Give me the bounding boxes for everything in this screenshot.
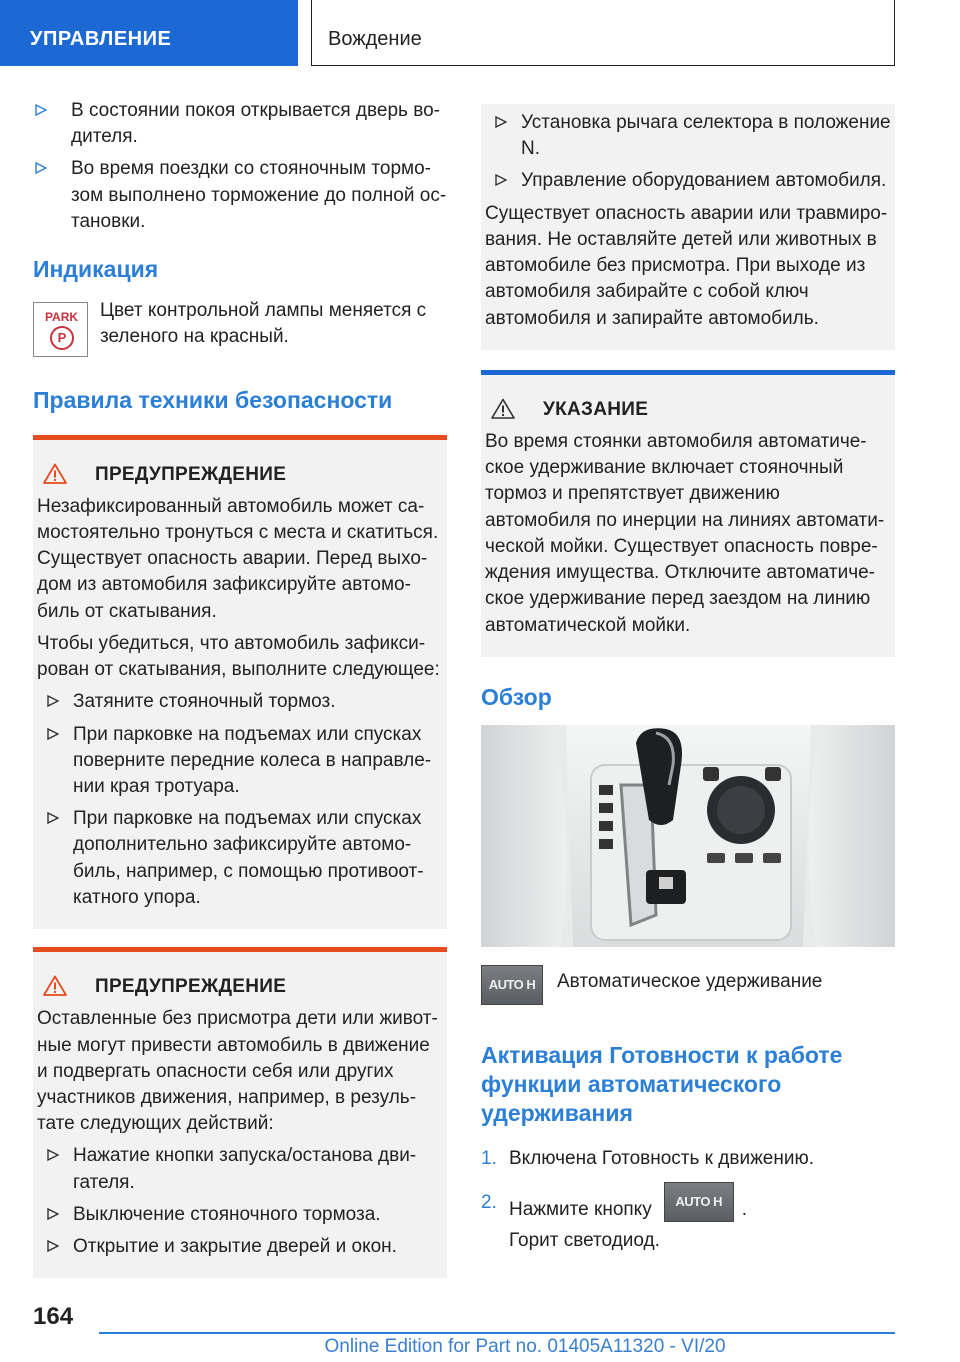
step-subtext: Горит светодиод. [509,1229,660,1251]
list-item-text: В состоянии покоя открывается дверь во-дителя. [71,100,440,148]
left-column [33,98,447,1296]
list-item [33,156,447,235]
list-item [33,98,447,150]
warning-box [33,947,447,1278]
section-title: УПРАВЛЕНИЕ [0,0,298,66]
page-header [0,0,960,66]
chapter-title: Вождение [311,0,895,66]
warning-title-text: ПРЕДУПРЕЖДЕНИЕ [95,976,287,998]
right-column [481,104,895,1264]
warning-paragraph: Существует опасность аварии или травмиро-вания. Не оставляйте детей или животных в автомобиле без присмотра. При выходе из автомобиля забирайте с собой ключ автомобиля и запирайте автомобиль. [485,202,888,329]
list-item [481,168,895,194]
list-item-text: При парковке на подъемах или спусках дополнительно зафиксируйте автомо-биль, например, с помощью противоот-катного упора. [73,808,424,908]
warning-continuation-box [481,104,895,350]
autoh-caption: Автоматическое удерживание [557,971,823,993]
center-console-photo [481,725,895,947]
triangle-bullet-icon [495,116,507,128]
park-symbol: P [50,326,74,350]
triangle-bullet-icon [47,812,59,824]
indication-text: Цвет контрольной лампы меняется с зеленого на красный. [100,299,427,348]
warning-paragraph: Чтобы убедиться, что автомобиль зафикси-рован от скатывания, выполните следующее: [37,632,440,681]
list-item-text: При парковке на подъемах или спусках поверните передние колеса в направле-нии края тротуара. [73,723,432,797]
section-heading-safety: Правила техники безопасности [33,386,393,413]
park-brake-icon [33,302,88,357]
center-console-illustration [481,725,895,947]
step-number: 1. [481,1147,497,1169]
list-item-text: Затяните стояночный тормоз. [73,691,336,713]
triangle-bullet-icon [35,104,47,116]
list-item [33,1202,447,1228]
step-item [481,1190,895,1254]
list-item [33,1143,447,1195]
park-label: PARK [44,309,79,324]
triangle-bullet-icon [495,174,507,186]
autoh-legend [481,965,895,1021]
list-item [33,689,447,715]
footer-edition: Online Edition for Part no. 01405A11320 - VI/20 [324,1336,726,1357]
notice-triangle-icon [491,398,515,419]
notice-title [481,397,895,423]
list-item [481,110,895,162]
warning-box [33,435,447,930]
warning-title [33,462,447,488]
list-item-text: Нажатие кнопки запуска/останова дви-гателя. [73,1145,417,1193]
notice-box [481,370,895,657]
triangle-bullet-icon [47,1208,59,1220]
step-text-end: . [741,1198,747,1220]
list-item [33,806,447,911]
triangle-bullet-icon [47,728,59,740]
step-text: Включена Готовность к движению. [509,1147,814,1169]
indication-row [33,298,447,368]
warning-paragraph: Оставленные без присмотра дети или живот-ные могут привести автомобиль в движение и подвергать опасности себя или других участников движения, например, в резуль-тате следующих действий: [37,1008,438,1135]
triangle-bullet-icon [47,695,59,707]
list-item [33,722,447,801]
warning-title-text: ПРЕДУПРЕЖДЕНИЕ [95,463,287,485]
warning-paragraph: Незафиксированный автомобиль может са-мостоятельно тронуться с места и скатиться. Существует опасность аварии. Перед выхо-дом из автомобиля зафиксируйте автомо-биль от скатывания. [37,495,439,622]
auto-hold-button-icon: AUTO H [481,965,543,1005]
notice-paragraph: Во время стоянки автомобиля автоматиче-ское удерживание включает стояночный тормоз и препятствует движению автомобиля по инерции на линиях автомати-ческой мойки. Существует опасность повре-ждения имущества. Отключите автоматиче-ское удерживание перед заездом на линию автоматической мойки. [485,430,885,636]
list-item-text: Открытие и закрытие дверей и окон. [73,1236,397,1258]
section-heading-indication: Индикация [33,256,159,283]
section-heading-overview: Обзор [481,683,552,710]
triangle-bullet-icon [47,1149,59,1161]
notice-title-text: УКАЗАНИЕ [543,398,649,420]
step-number: 2. [481,1191,497,1213]
list-item-text: Во время поездки со стояночным тормо-зом выполнено торможение до полной ос-тановки. [71,158,447,232]
list-item-text: Установка рычага селектора в положение N. [521,112,891,160]
warning-triangle-icon [43,975,67,996]
list-item-text: Управление оборудованием автомобиля. [521,170,887,192]
triangle-bullet-icon [35,162,47,174]
step-text: Нажмите кнопку [509,1198,652,1220]
warning-triangle-icon [43,463,67,484]
section-heading-activation: Активация Готовности к работе функции автоматического удерживания [481,1042,843,1126]
step-item [481,1146,895,1172]
triangle-bullet-icon [47,1240,59,1252]
auto-hold-button-icon: AUTO H [664,1182,734,1222]
page-number: 164 [33,1303,74,1330]
list-item-text: Выключение стояночного тормоза. [73,1203,381,1225]
warning-title [33,974,447,1000]
list-item [33,1234,447,1260]
